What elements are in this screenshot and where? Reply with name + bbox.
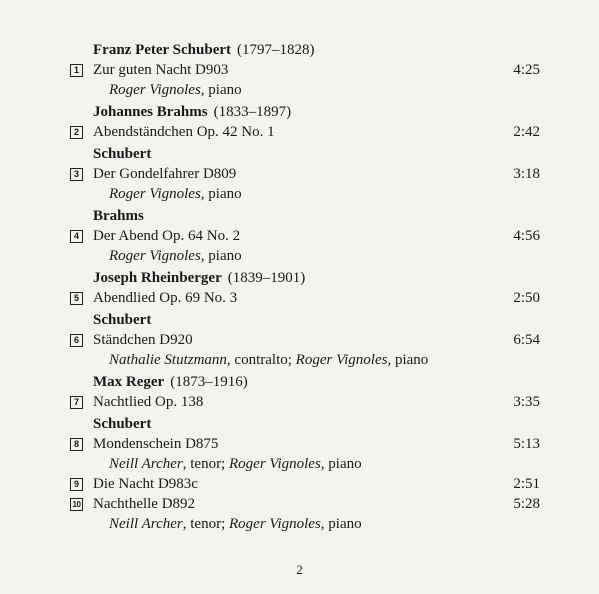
performer-name: Roger Vignoles — [109, 82, 201, 98]
page-number: 2 — [296, 562, 303, 577]
track-title: Abendständchen Op. 42 No. 1 — [93, 124, 275, 140]
track-duration: 5:28 — [513, 496, 540, 512]
composer-heading — [93, 144, 540, 164]
composer-name: Schubert — [93, 146, 152, 162]
track-duration: 2:51 — [513, 476, 540, 492]
track-row — [70, 164, 540, 184]
composer-heading — [93, 40, 540, 60]
composer-name: Johannes Brahms — [93, 104, 208, 120]
track-row — [70, 60, 540, 80]
composer-name: Max Reger — [93, 374, 165, 390]
composer-name: Franz Peter Schubert — [93, 42, 232, 58]
track-number: 6 — [70, 334, 83, 347]
track-number: 7 — [70, 396, 83, 409]
performer-name: Roger Vignoles — [109, 186, 201, 202]
track-title: Abendlied Op. 69 No. 3 — [93, 290, 238, 306]
track-title: Ständchen D920 — [93, 332, 193, 348]
performer-role: , piano — [200, 82, 242, 98]
composer-name: Brahms — [93, 208, 144, 224]
track-duration: 5:13 — [513, 436, 540, 452]
composer-name: Joseph Rheinberger — [93, 270, 222, 286]
performer-name: Neill Archer — [109, 516, 183, 532]
composer-name: Schubert — [93, 416, 152, 432]
performer-role: , piano — [200, 248, 242, 264]
performer-name: Neill Archer — [109, 456, 183, 472]
track-number: 10 — [70, 498, 83, 511]
track-title: Nachtlied Op. 138 — [93, 394, 204, 410]
performer-credits — [109, 246, 540, 266]
composer-heading — [93, 206, 540, 226]
composer-section — [70, 206, 540, 266]
composer-dates: (1797–1828) — [237, 42, 315, 58]
composer-heading — [93, 414, 540, 434]
track-title: Nachthelle D892 — [93, 496, 196, 512]
performer-role: , piano — [320, 516, 362, 532]
track-duration: 2:42 — [513, 124, 540, 140]
track-number: 3 — [70, 168, 83, 181]
composer-heading — [93, 268, 540, 288]
performer-credits — [109, 350, 540, 370]
track-title: Der Gondelfahrer D809 — [93, 166, 237, 182]
track-duration: 3:35 — [513, 394, 540, 410]
performer-name: Roger Vignoles — [229, 456, 321, 472]
track-number: 8 — [70, 438, 83, 451]
performer-name: Roger Vignoles — [295, 352, 388, 368]
performer-credits — [109, 514, 540, 534]
track-number: 5 — [70, 292, 83, 305]
composer-dates: (1873–1916) — [170, 374, 248, 390]
performer-credits — [109, 80, 540, 100]
composer-heading — [93, 310, 540, 330]
track-title: Mondenschein D875 — [93, 436, 219, 452]
track-duration: 3:18 — [513, 166, 540, 182]
composer-name: Schubert — [93, 312, 152, 328]
track-row — [70, 392, 540, 412]
performer-role: , piano — [387, 352, 429, 368]
track-row — [70, 330, 540, 350]
performer-credits — [109, 454, 540, 474]
composer-section — [70, 414, 540, 534]
track-number: 2 — [70, 126, 83, 139]
track-title: Die Nacht D983c — [93, 476, 198, 492]
performer-name: Roger Vignoles — [109, 248, 201, 264]
performer-role: , piano — [320, 456, 362, 472]
performer-name: Nathalie Stutzmann — [109, 352, 227, 368]
composer-section — [70, 310, 540, 370]
performer-name: Roger Vignoles — [229, 516, 321, 532]
performer-credits — [109, 184, 540, 204]
composer-section — [70, 102, 540, 142]
track-duration: 2:50 — [513, 290, 540, 306]
composer-dates: (1833–1897) — [213, 104, 292, 120]
track-list — [70, 40, 540, 536]
performer-role: , piano — [200, 186, 242, 202]
track-number: 4 — [70, 230, 83, 243]
track-row — [70, 474, 540, 494]
performer-role: , contralto; — [226, 352, 296, 368]
track-duration: 4:56 — [513, 228, 540, 244]
track-row — [70, 494, 540, 514]
track-row — [70, 434, 540, 454]
track-duration: 4:25 — [513, 62, 540, 78]
composer-heading — [93, 372, 540, 392]
track-number: 9 — [70, 478, 83, 491]
composer-section — [70, 268, 540, 308]
track-row — [70, 288, 540, 308]
composer-section — [70, 372, 540, 412]
track-title: Der Abend Op. 64 No. 2 — [93, 228, 241, 244]
composer-dates: (1839–1901) — [227, 270, 306, 286]
composer-heading — [93, 102, 540, 122]
track-row — [70, 122, 540, 142]
performer-role: , tenor; — [182, 456, 229, 472]
composer-section — [70, 40, 540, 100]
composer-section — [70, 144, 540, 204]
performer-role: , tenor; — [182, 516, 229, 532]
track-number: 1 — [70, 64, 83, 77]
track-title: Zur guten Nacht D903 — [93, 62, 229, 78]
track-row — [70, 226, 540, 246]
track-duration: 6:54 — [513, 332, 540, 348]
